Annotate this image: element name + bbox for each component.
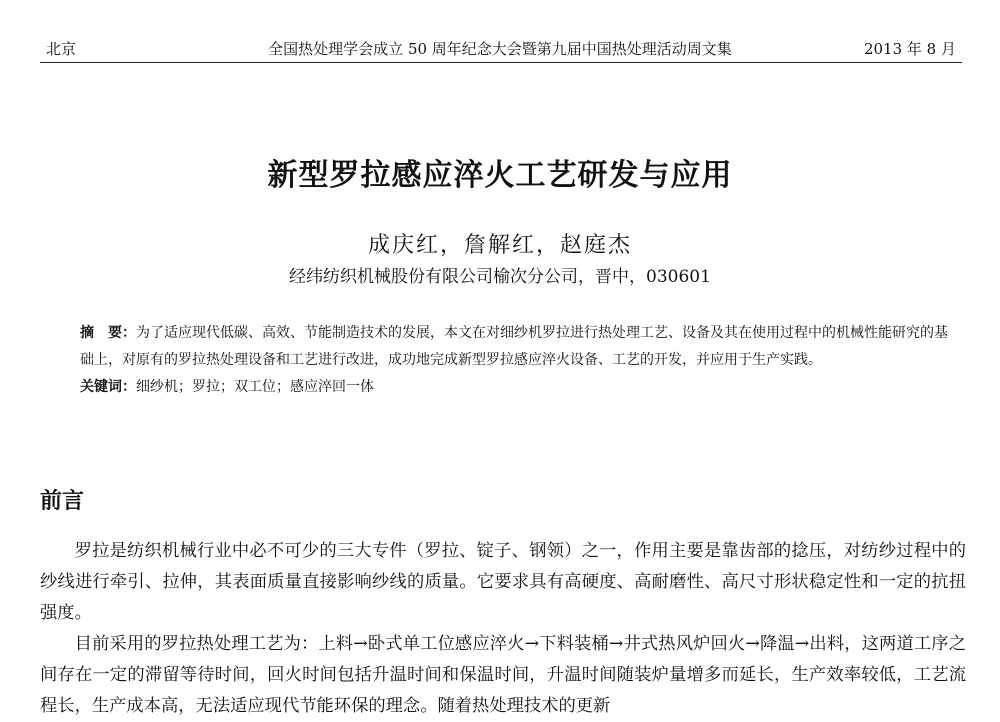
keywords-text: 细纱机；罗拉；双工位；感应淬回一体 <box>136 379 374 395</box>
affiliation: 经纬纺织机械股份有限公司榆次分公司，晋中，030601 <box>289 267 711 287</box>
header-rule <box>40 62 962 63</box>
running-header-center: 全国热处理学会成立 50 周年纪念大会暨第九届中国热处理活动周文集 <box>268 40 732 58</box>
abstract-text: 为了适应现代低碳、高效、节能制造技术的发展，本文在对细纱机罗拉进行热处理工艺、设备及其在使用过程中的机械性能研究的基础上，对原有的罗拉热处理设备和工艺进行改进，成功地完成新型罗拉感应淬火设备、工艺的开发，并应用于生产实践。 <box>80 325 948 368</box>
body-text <box>40 536 966 722</box>
authors: 成庆红，詹解红，赵庭杰 <box>367 233 632 258</box>
abstract <box>80 320 960 374</box>
running-header-right: 2013 年 8 月 <box>863 40 956 58</box>
paragraph: 目前采用的罗拉热处理工艺为：上料→卧式单工位感应淬火→下料装桶→井式热风炉回火→降温→出料，这两道工序之间存在一定的滞留等待时间，回火时间包括升温时间和保温时间，升温时间随装炉量增多而延长，生产效率较低，工艺流程长，生产成本高，无法适应现代节能环保的理念。随着热处理技术的更新 <box>40 634 966 716</box>
abstract-label: 摘 要： <box>80 325 136 341</box>
keywords <box>80 374 960 401</box>
paper-title: 新型罗拉感应淬火工艺研发与应用 <box>267 158 733 193</box>
abstract-block <box>80 320 960 401</box>
running-header-left: 北京 <box>46 40 77 58</box>
paragraph: 罗拉是纺织机械行业中必不可少的三大专件（罗拉、锭子、钢领）之一，作用主要是靠齿部的捻压，对纺纱过程中的纱线进行牵引、拉伸，其表面质量直接影响纱线的质量。它要求具有高硬度、高耐磨性、高尺寸形状稳定性和一定的抗扭强度。 <box>40 541 966 623</box>
section-heading: 前言 <box>40 489 85 514</box>
keywords-label: 关键词： <box>80 379 136 395</box>
